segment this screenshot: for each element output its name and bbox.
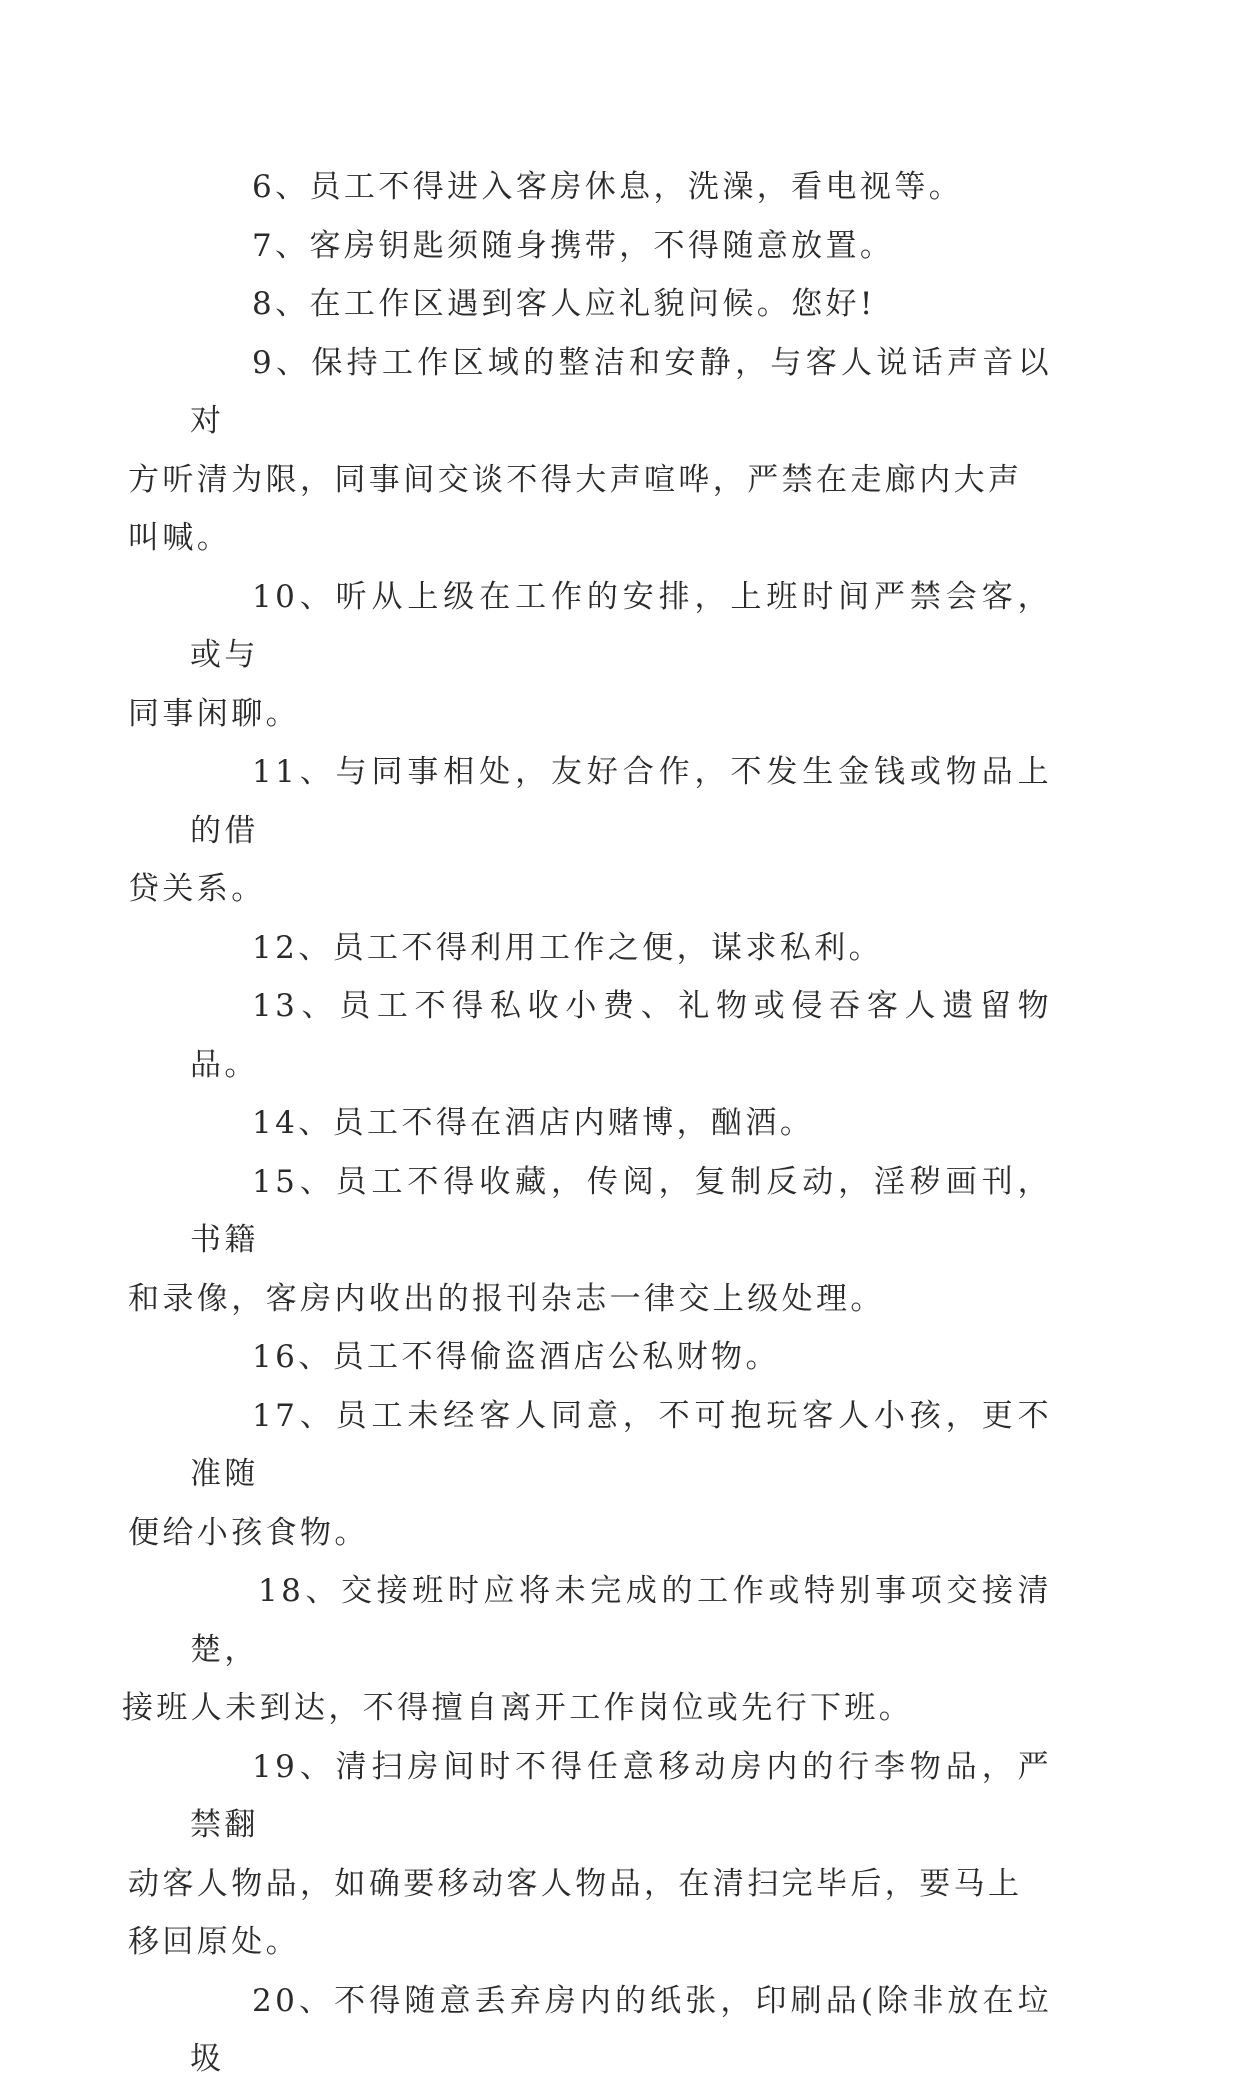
text-line: 便给小孩食物。 (128, 1514, 369, 1551)
paragraph-item-17 (128, 1387, 1052, 1563)
paragraph-item-19 (128, 1738, 1052, 1972)
document-body (122, 158, 1052, 2089)
text-line: 13、员工不得私收小费、礼物或侵吞客人遗留物品。 (190, 988, 1052, 1083)
text-line: 12、员工不得利用工作之便，谋求私利。 (252, 929, 884, 966)
text-line: 同事闲聊。 (128, 695, 300, 732)
text-line: 和录像，客房内收出的报刊杂志一律交上级处理。 (128, 1280, 885, 1317)
paragraph-item-7 (190, 217, 1052, 276)
paragraph-item-15 (128, 1153, 1052, 1329)
text-line: 8、在工作区遇到客人应礼貌问候。您好! (252, 286, 876, 322)
text-line: 11、与同事相处，友好合作，不发生金钱或物品上的借 (190, 754, 1052, 849)
text-line: 14、员工不得在酒店内赌博，酗酒。 (252, 1105, 815, 1141)
paragraph-item-18 (122, 1562, 1052, 1738)
paragraph-item-11 (128, 743, 1052, 919)
text-line: 贷关系。 (128, 871, 266, 907)
text-line: 20、不得随意丢弃房内的纸张，印刷品(除非放在垃圾 (190, 1982, 1052, 2077)
paragraph-item-12 (190, 919, 1052, 978)
paragraph-item-16 (190, 1328, 1052, 1387)
paragraph-item-20 (190, 1972, 1052, 2089)
paragraph-item-8 (190, 275, 1052, 334)
paragraph-item-14 (190, 1094, 1052, 1153)
text-line: 19、清扫房间时不得任意移动房内的行李物品，严禁翻 (190, 1748, 1052, 1843)
text-line: 9、保持工作区域的整洁和安静，与客人说话声音以对 (190, 344, 1052, 439)
text-line: 动客人物品，如确要移动客人物品，在清扫完毕后，要马上 (128, 1865, 1023, 1902)
text-line: 18、交接班时应将未完成的工作或特别事项交接清楚， (190, 1573, 1052, 1668)
text-line: 17、员工未经客人同意，不可抱玩客人小孩，更不准随 (190, 1397, 1052, 1492)
text-line: 7、客房钥匙须随身携带，不得随意放置。 (252, 227, 895, 264)
text-line: 16、员工不得偷盗酒店公私财物。 (252, 1339, 780, 1375)
text-line: 15、员工不得收藏，传阅，复制反动，淫秽画刊，书籍 (190, 1163, 1052, 1258)
text-line: 接班人未到达，不得擅自离开工作岗位或先行下班。 (122, 1690, 914, 1726)
paragraph-item-13 (190, 977, 1052, 1094)
text-line: 叫喊。 (128, 520, 232, 556)
paragraph-item-9 (128, 334, 1052, 568)
text-line: 移回原处。 (128, 1924, 300, 1960)
text-line: 6、员工不得进入客房休息，洗澡，看电视等。 (252, 169, 964, 205)
text-line: 方听清为限，同事间交谈不得大声喧哗，严禁在走廊内大声 (128, 461, 1023, 498)
text-line: 10、听从上级在工作的安排，上班时间严禁会客，或与 (190, 578, 1052, 673)
paragraph-item-10 (128, 568, 1052, 744)
paragraph-item-6 (190, 158, 1052, 217)
